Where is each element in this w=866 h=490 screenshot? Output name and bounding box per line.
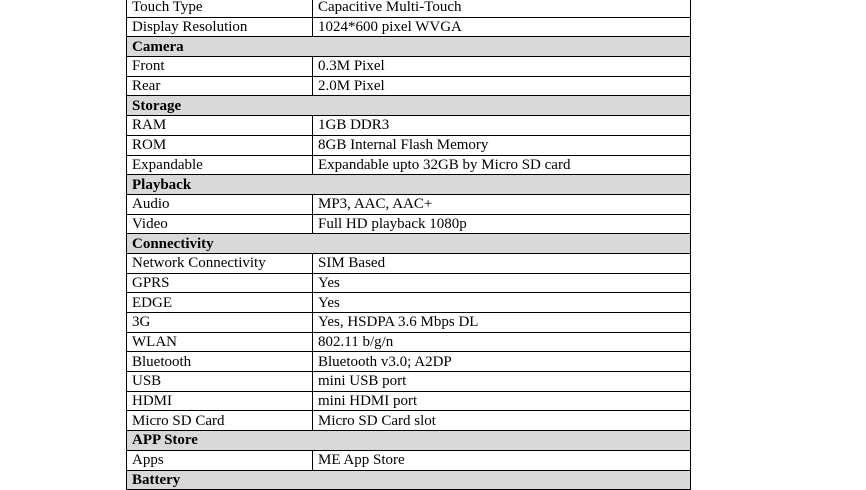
section-header-row [127,37,691,57]
spec-value: Micro SD Card slot [313,411,691,431]
table-row [127,273,691,293]
spec-label: Micro SD Card [127,411,313,431]
spec-value: 1024*600 pixel WVGA [313,17,691,37]
spec-label: WLAN [127,332,313,352]
spec-value: mini HDMI port [313,391,691,411]
spec-label: Bluetooth [127,352,313,372]
spec-label: Rear [127,76,313,96]
section-title: Connectivity [127,234,691,254]
table-row [127,0,691,17]
table-row [127,116,691,136]
table-row [127,332,691,352]
spec-label: USB [127,372,313,392]
spec-label: GPRS [127,273,313,293]
spec-label: EDGE [127,293,313,313]
section-header-row [127,234,691,254]
spec-value: Expandable upto 32GB by Micro SD card [313,155,691,175]
spec-value: Capacitive Multi-Touch [313,0,691,17]
spec-value: Bluetooth v3.0; A2DP [313,352,691,372]
table-row [127,391,691,411]
spec-label: RAM [127,116,313,136]
spec-label: HDMI [127,391,313,411]
spec-value: 2.0M Pixel [313,76,691,96]
table-row [127,155,691,175]
spec-label: Touch Type [127,0,313,17]
spec-value: 0.3M Pixel [313,57,691,77]
section-title: Camera [127,37,691,57]
table-row [127,372,691,392]
section-title: Playback [127,175,691,195]
spec-value: ME App Store [313,450,691,470]
spec-value: 802.11 b/g/n [313,332,691,352]
table-row [127,411,691,431]
table-row [127,293,691,313]
table-row [127,352,691,372]
spec-value: mini USB port [313,372,691,392]
spec-value: SIM Based [313,253,691,273]
spec-label: Display Resolution [127,17,313,37]
table-row [127,313,691,333]
spec-label: Apps [127,450,313,470]
spec-value: 1GB DDR3 [313,116,691,136]
table-row [127,17,691,37]
table-row [127,450,691,470]
spec-label: Front [127,57,313,77]
spec-label: Audio [127,194,313,214]
table-row [127,57,691,77]
section-title: Battery [127,470,691,490]
spec-label: Expandable [127,155,313,175]
section-title: Storage [127,96,691,116]
table-row [127,135,691,155]
table-row [127,194,691,214]
spec-value: Yes, HSDPA 3.6 Mbps DL [313,313,691,333]
spec-value: 8GB Internal Flash Memory [313,135,691,155]
table-row [127,253,691,273]
spec-label: ROM [127,135,313,155]
spec-label: Network Connectivity [127,253,313,273]
section-title: APP Store [127,431,691,451]
spec-table-body [127,0,691,490]
spec-value: Yes [313,293,691,313]
section-header-row [127,431,691,451]
spec-label: Video [127,214,313,234]
table-row [127,76,691,96]
spec-value: Yes [313,273,691,293]
table-row [127,214,691,234]
section-header-row [127,96,691,116]
spec-label: 3G [127,313,313,333]
spec-value: Full HD playback 1080p [313,214,691,234]
section-header-row [127,175,691,195]
spec-table [126,0,691,490]
spec-value: MP3, AAC, AAC+ [313,194,691,214]
